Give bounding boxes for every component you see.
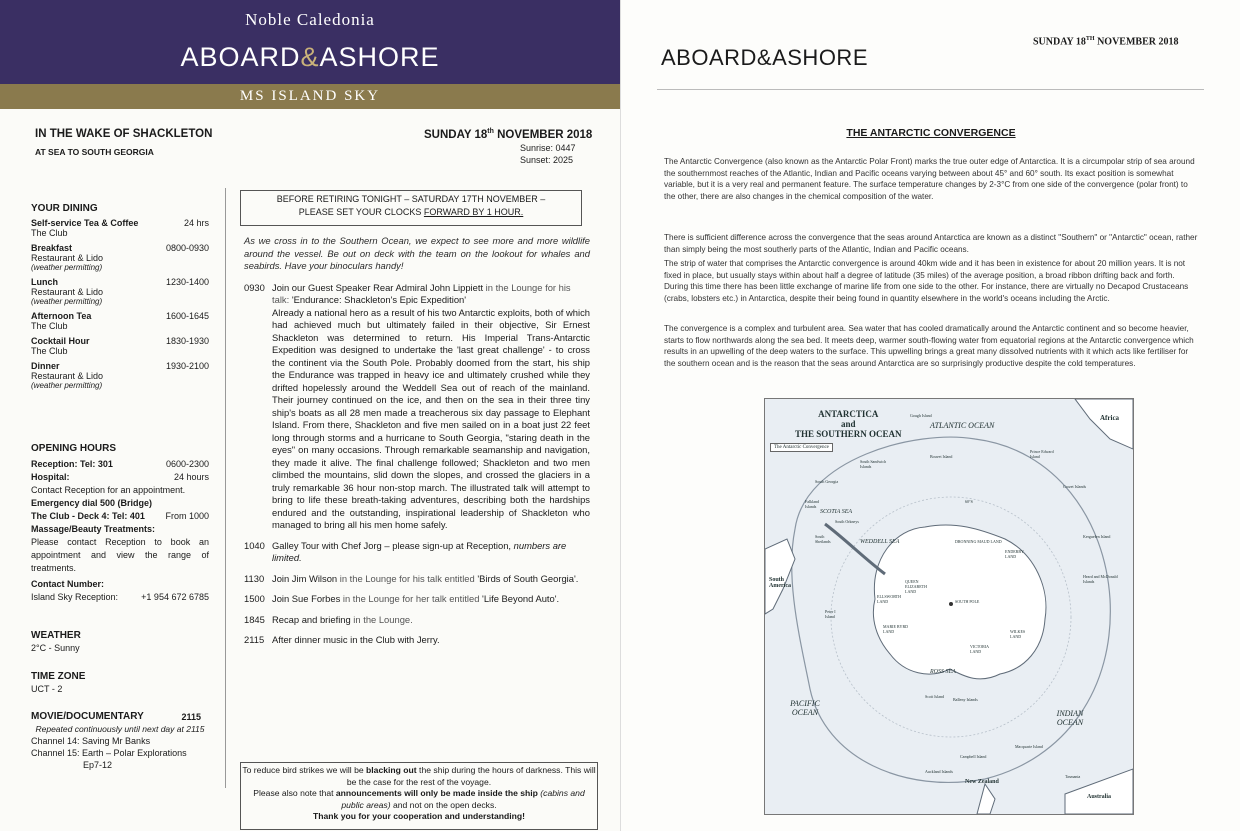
opening-hours-section: OPENING HOURS Reception: Tel: 301 0600-2300 Hospital: 24 hours Contact Reception for an appointment. Emergency dial 500 (Bridge) The Club - Deck 4: Tel: 401 From 1000 Massage/Beauty Treatments: Please contact Reception to book an appointment and view the range of treatments. Contact Number: Island Sky Reception: +1 954 672 6785 [31,443,209,602]
masthead [0,0,620,84]
event-1845: 1845 Recap and briefing in the Lounge. [244,613,413,625]
timezone-section [31,671,209,694]
header-rule [657,89,1204,90]
paragraph: The strip of water that comprises the Antarctic convergence is around 40km wide and it has been in existence for about 20 million years. It is not fixed in place, but usually stays within about half a degree of latitude (35 miles) of the average position, a broad ribbon drifting back and forth. During this time there has been little exchange of marine life from one side to the other. For instance, there are virtually no Decapod Crustaceans (crabs, lobsters etc.) in Antarctica, despite their being found in quantity elsewhere in the world's oceans including the Arctic. [664,259,1189,303]
footer-notice: To reduce bird strikes we will be blacking out the ship during the hours of darkness. This will be the case for the rest of the voyage. Please also note that announcements will only be made inside the ship (cabins and public areas) and not on the open decks. Thank you for your cooperation and understanding! [240,762,598,830]
map-title: ANTARCTICA and THE SOUTHERN OCEAN [795,409,902,439]
dining-item: Self-service Tea & Coffee 24 hrs The Club [31,218,209,238]
weather-title: WEATHER [31,630,81,641]
dining-title: YOUR DINING [31,203,98,214]
right-page [620,0,1240,831]
sunrise: Sunrise: 0447 [520,143,576,153]
sunset: Sunset: 2025 [520,155,574,165]
dining-item: Dinner 1930-2100 Restaurant & Lido (weather permitting) [31,361,209,390]
dining-item: Cocktail Hour 1830-1930 The Club [31,336,209,356]
dining-section [31,203,209,390]
weather-value: 2°C - Sunny [31,643,80,653]
dining-item: Lunch 1230-1400 Restaurant & Lido (weather permitting) [31,277,209,306]
trip-subtitle: AT SEA TO SOUTH GEORGIA [35,147,154,157]
weather-section [31,630,209,653]
brand-aboard-ashore: ABOARD&ASHORE [180,42,440,72]
brand-noble-caledonia: Noble Caledonia [245,10,375,29]
date-heading: SUNDAY 18th NOVEMBER 2018 [424,128,593,141]
map-graphic [765,399,1133,814]
event-0930: 0930 Join our Guest Speaker Rear Admiral John Lippiett in the Lounge for his talk: 'Endurance: Shackleton's Epic Expedition' Already a national hero as a result of his two Antarctic exploits, both of which had achieved much but ultimately failed in their objective, Sir Ernest Shackleton was determined to return. His Imperial Trans-Antarctic Expedition was designed to undertake the 'last great challenge' - to cross the continent via the South Pole. Probably doomed from the start, his ship the Endurance was trapped in heavy ice and ultimately crushed while they drifted hopelessly around the Weddell Sea out of reach of the mainland. Their journey continued on the ice, and then on the sea in their three tiny ship's boats as all 28 men made a treacherous six day passage to Elephant Island. From there, Shackleton and five men sailed on in a boat just 22 feet long through storms and a hurricane to South Georgia, "staring death in the eyes" on many occasions. Through remarkable seamanship and navigation, they made it alive. The final challenge followed; Shackleton and two men climbed the mountains, slid down the slopes, and crossed the glaciers in a truly remarkable 36 hour non-stop march. The illustrated talk will attempt to bring to life these breath-taking adventures, describing both the hardships endured and the outstanding, inspirational leadership of Shackleton who managed to bring all his men home safely. [244,281,590,530]
paragraph: There is sufficient difference across the convergence that the seas around Antarctica are known as a distinct "Southern" or "Antarctic" ocean, rather than simply being the most southerly parts of the Atlantic, Indian and Pacific oceans. [664,233,1198,254]
dining-item: Breakfast 0800-0930 Restaurant & Lido (weather permitting) [31,243,209,272]
right-brand: ABOARD&ASHORE [661,45,868,70]
event-1130: 1130 Join Jim Wilson in the Lounge for his talk entitled 'Birds of South Georgia'. [244,572,579,584]
movie-section: MOVIE/DOCUMENTARY 2115 Repeated continuously until next day at 2115 Channel 14: Saving Mr Banks Channel 15: Earth – Polar Explorations Ep7-12 [31,711,205,770]
intro-text: As we cross in to the Southern Ocean, we expect to see more and more wildlife around the vessel. Be out on deck with the team on the lookout for whales and seabirds. Have your binoculars handy! [244,235,590,271]
article-title: THE ANTARCTIC CONVERGENCE [846,127,1016,139]
right-date: SUNDAY 18TH NOVEMBER 2018 [1033,36,1179,48]
column-divider [225,188,226,788]
paragraph: The Antarctic Convergence (also known as the Antarctic Polar Front) marks the true outer edge of Antarctica. It is a circumpolar strip of sea around the southernmost reaches of the Atlantic, Indian and Pacific oceans varying between about 45° and 60° south. Its exact position is somewhat variable, but it is a very real and permanent feature. The surface temperature changes by 2-3°C from one side of the convergence (polar front) to the other, there are also changes in the chemical composition of the water. [664,157,1195,201]
south-pole-marker [949,602,953,606]
antarctica-map: ANTARCTICA and THE SOUTHERN OCEAN The Antarctic Convergence ATLANTIC OCEAN Africa SCOTIA SEA WEDDELL SEA South America PACIFIC OCEAN INDIAN OCEAN ROSS SEA Australia New Zealand Falkland Islands South Georgia South Sandwich Islands Bouvet Island Prince Edward Island Crozet Islands Kerguelen Island Heard and McDonald Islands Peter I Island Scott Island Balleny Islands Macquarie Island Campbell Island Auckland Islands Tasmania Gough Island South Orkneys South Shetlands DRONNING MAUD LAND ENDERBY LAND WILKES LAND QUEEN ELIZABETH LAND ELLSWORTH LAND MARIE BYRD LAND VICTORIA LAND SOUTH POLE 60°S [764,398,1134,815]
map-legend: The Antarctic Convergence [770,443,833,452]
clock-notice: BEFORE RETIRING TONIGHT – SATURDAY 17TH NOVEMBER – PLEASE SET YOUR CLOCKS FORWARD BY 1 HOUR. [240,190,582,226]
program-column [244,235,590,647]
timezone-value: UCT - 2 [31,684,63,694]
trip-title: IN THE WAKE OF SHACKLETON [35,128,213,140]
ship-name-bar: MS ISLAND SKY [0,84,620,109]
event-2115: 2115 After dinner music in the Club with Jerry. [244,634,440,645]
event-1500: 1500 Join Sue Forbes in the Lounge for her talk entitled 'Life Beyond Auto'. [244,593,560,604]
timezone-title: TIME ZONE [31,671,86,682]
paragraph: The convergence is a complex and turbulent area. Sea water that has cooled dramatically around the Antarctic continent and so become heavier, starts to flow northwards along the sea bed. It meets deep, warmer south-flowing water from equatorial regions at the Antarctic convergence which results in an upwelling of the deep waters to the surface. This upwelling brings a great many dissolved nutrients with it which acts like fertiliser for the southern ocean and is the reason that the seas around Antarctica are so surprisingly productive despite the cold temperatures. [664,324,1194,368]
event-1040: 1040 Galley Tour with Chef Jorg – please sign-up at Reception, numbers are limited. [244,539,567,563]
opening-hours-title: OPENING HOURS [31,443,117,454]
dining-item: Afternoon Tea 1600-1645 The Club [31,311,209,331]
